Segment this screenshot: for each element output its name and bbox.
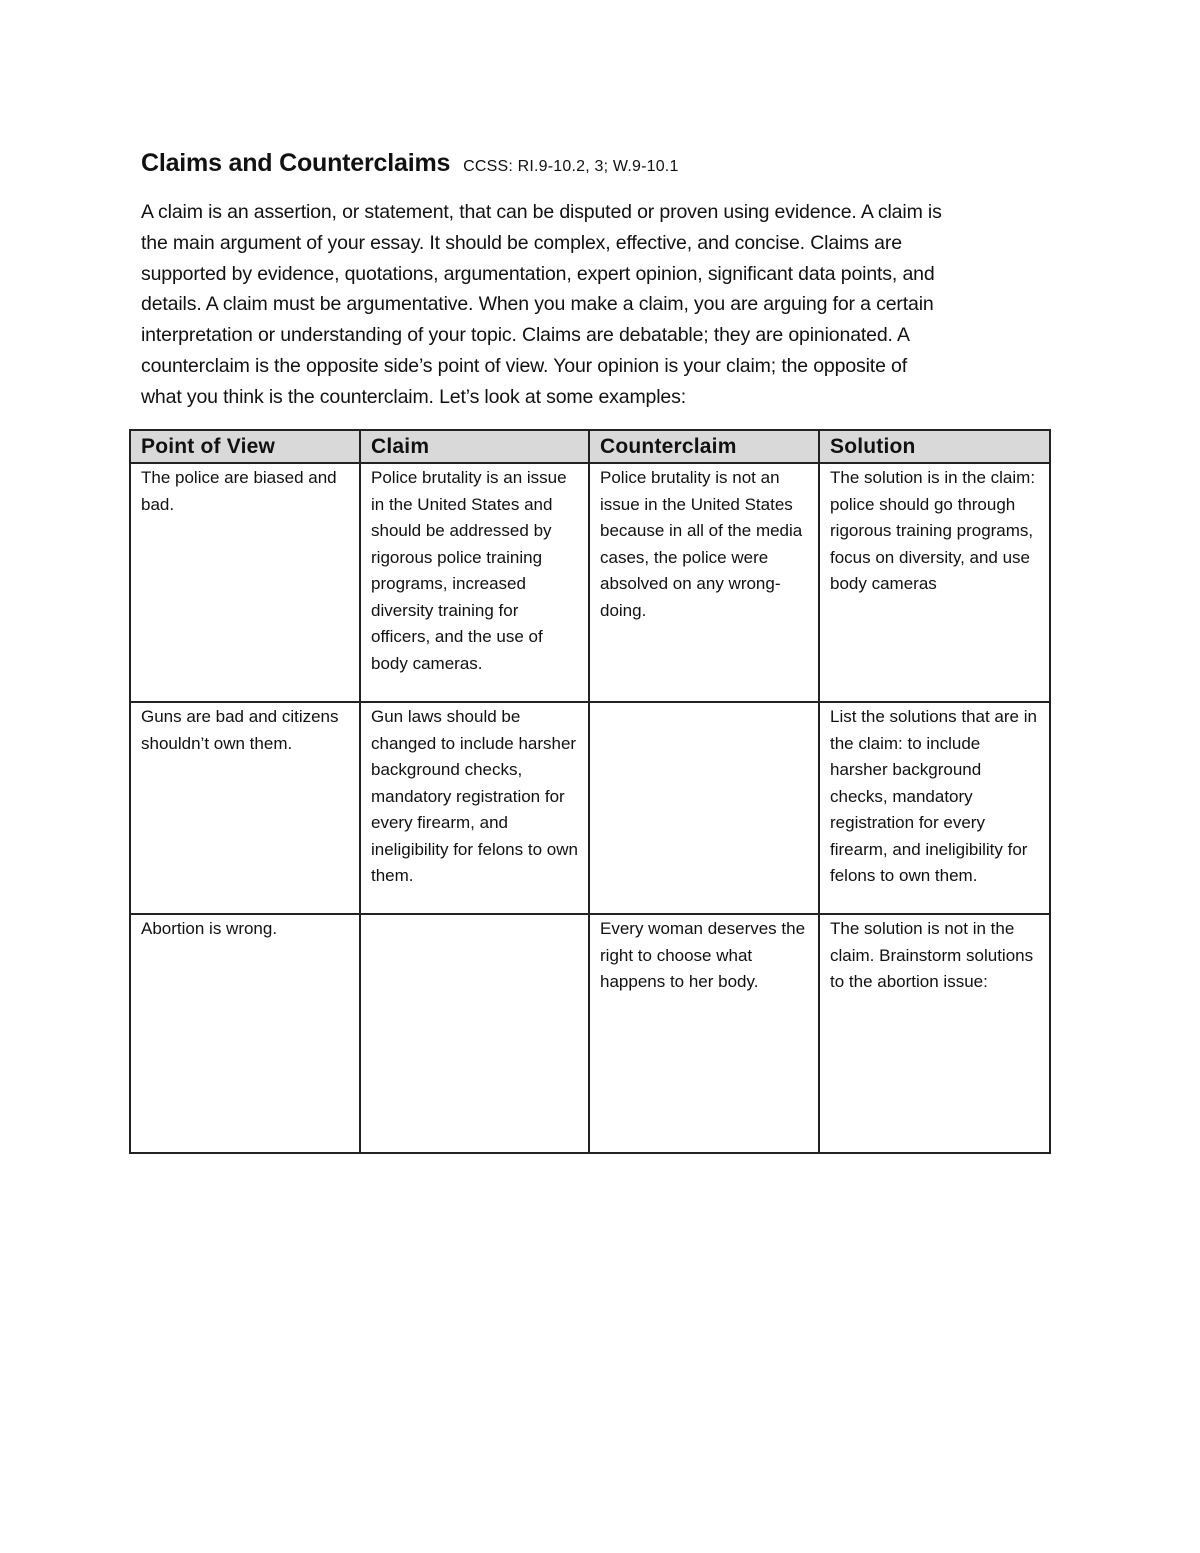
cell-counterclaim-blank[interactable] bbox=[589, 702, 819, 914]
table-row bbox=[130, 914, 1050, 1153]
standards-reference: CCSS: RI.9-10.2, 3; W.9-10.1 bbox=[463, 158, 679, 175]
cell-point-of-view: Abortion is wrong. bbox=[130, 914, 360, 1153]
intro-line: the main argument of your essay. It should be complex, effective, and concise. Claims are bbox=[141, 231, 902, 254]
header-claim: Claim bbox=[360, 430, 589, 463]
cell-claim-blank[interactable] bbox=[360, 914, 589, 1153]
cell-claim: Police brutality is an issue in the United States and should be addressed by rigorous police training programs, increased diversity training for officers, and the use of body cameras. bbox=[360, 463, 589, 702]
cell-solution: The solution is not in the claim. Brainstorm solutions to the abortion issue: bbox=[819, 914, 1050, 1153]
intro-paragraph bbox=[141, 197, 1061, 413]
examples-table bbox=[129, 429, 1051, 1154]
cell-solution: The solution is in the claim: police should go through rigorous training programs, focus on diversity, and use body cameras bbox=[819, 463, 1050, 702]
intro-line: details. A claim must be argumentative. When you make a claim, you are arguing for a certain bbox=[141, 293, 934, 316]
table-row bbox=[130, 463, 1050, 702]
page-title: Claims and Counterclaims bbox=[141, 149, 451, 177]
table-row bbox=[130, 702, 1050, 914]
intro-line: A claim is an assertion, or statement, that can be disputed or proven using evidence. A claim is bbox=[141, 201, 942, 223]
header-counterclaim: Counterclaim bbox=[589, 430, 819, 463]
intro-line: supported by evidence, quotations, argumentation, expert opinion, significant data points, and bbox=[141, 262, 935, 285]
intro-line: counterclaim is the opposite side’s point of view. Your opinion is your claim; the opposite of bbox=[141, 354, 907, 377]
intro-line: what you think is the counterclaim. Let’s look at some examples: bbox=[141, 385, 686, 408]
cell-counterclaim: Police brutality is not an issue in the United States because in all of the media cases, the police were absolved on any wrong-doing. bbox=[589, 463, 819, 702]
cell-counterclaim: Every woman deserves the right to choose what happens to her body. bbox=[589, 914, 819, 1153]
cell-solution: List the solutions that are in the claim: to include harsher background checks, mandatory registration for every firearm, and ineligibility for felons to own them. bbox=[819, 702, 1050, 914]
cell-claim: Gun laws should be changed to include harsher background checks, mandatory registration for every firearm, and ineligibility for felons to own them. bbox=[360, 702, 589, 914]
table-header-row bbox=[130, 430, 1050, 463]
cell-point-of-view: Guns are bad and citizens shouldn’t own them. bbox=[130, 702, 360, 914]
cell-point-of-view: The police are biased and bad. bbox=[130, 463, 360, 702]
header-point-of-view: Point of View bbox=[130, 430, 360, 463]
header-solution: Solution bbox=[819, 430, 1050, 463]
page-heading bbox=[141, 142, 1061, 179]
intro-line: interpretation or understanding of your topic. Claims are debatable; they are opinionated. A bbox=[141, 324, 910, 347]
